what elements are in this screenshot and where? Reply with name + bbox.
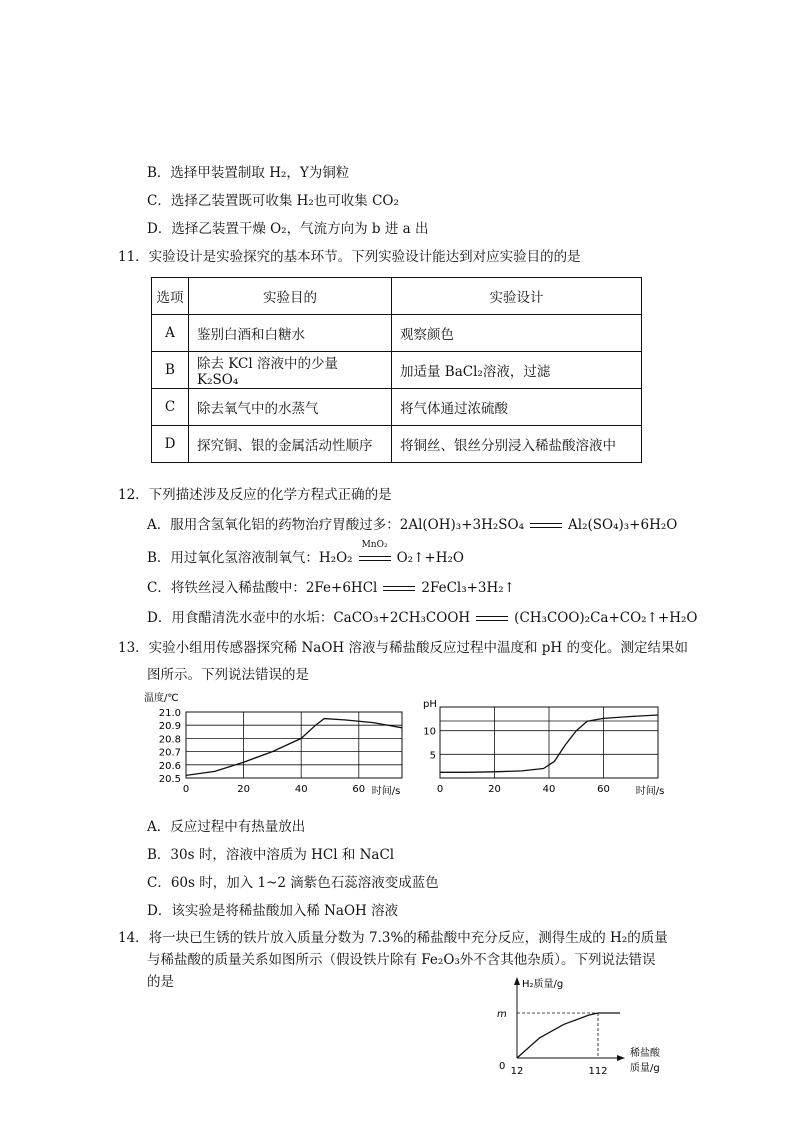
temperature-series-line: [186, 719, 402, 776]
equals-sign-icon: [383, 584, 415, 594]
q13-stem-line2: 图所示。下列说法错误的是: [147, 667, 309, 683]
x-axis-label: 质量/g: [630, 1063, 660, 1074]
cell-option: C: [152, 389, 189, 426]
cell-purpose: 除去氧气中的水蒸气: [189, 389, 392, 426]
ph-chart: [418, 695, 678, 800]
q12-option-c: [147, 576, 515, 596]
x-tick-label: 20: [237, 784, 250, 795]
y-axis-label: 温度/℃: [144, 693, 179, 704]
header-design: 实验设计: [392, 278, 642, 315]
q12-option-a: [147, 513, 677, 533]
cell-design: 将铜丝、银丝分别浸入稀盐酸溶液中: [392, 426, 642, 463]
y-tick-label: 5: [429, 750, 436, 762]
y-tick-label: 20.5: [158, 774, 181, 785]
cell-option: B: [152, 352, 189, 389]
equation-right: Al₂(SO₄)₃+6H₂O: [568, 517, 678, 533]
equation-right: (CH₃COO)₂Ca+CO₂↑+H₂O: [514, 610, 698, 626]
temperature-chart: [140, 685, 410, 800]
q11-table: [151, 277, 642, 463]
q13-option-c: C．60s 时，加入 1~2 滴紫色石蕊溶液变成蓝色: [147, 875, 439, 891]
table-row: [152, 315, 642, 352]
cell-purpose: 除去 KCl 溶液中的少量 K₂SO₄: [189, 352, 392, 389]
y-tick-label: 20.7: [158, 747, 181, 759]
equation-right: 2FeCl₃+3H₂↑: [421, 580, 516, 596]
q11-stem: 11．实验设计是实验探究的基本环节。下列实验设计能达到对应实验目的的是: [118, 249, 581, 265]
y-tick-label: 20.9: [158, 721, 181, 733]
table-header-row: [152, 278, 642, 315]
x-axis-arrow-icon: [617, 1055, 625, 1061]
x-tick-label: 60: [597, 784, 610, 795]
equals-sign-icon: [530, 521, 562, 531]
x-tick-label: 0: [182, 784, 190, 795]
cell-purpose: 探究铜、银的金属活动性顺序: [189, 426, 392, 463]
hydrogen-mass-chart: [468, 965, 678, 1095]
y-axis-arrow-icon: [514, 977, 520, 985]
q14-stem-line1: 14．将一块已生锈的铁片放入质量分数为 7.3%的稀盐酸中充分反应，测得生成的 H₂的质量: [118, 930, 668, 946]
x-tick-label: 40: [294, 784, 308, 795]
cell-option: A: [152, 315, 189, 352]
y-tick-label: 20.8: [158, 734, 181, 746]
q14-stem-line3: 的是: [147, 974, 174, 990]
y-tick-label: m: [497, 1009, 507, 1020]
equation-left: C．将铁丝浸入稀盐酸中：2Fe+6HCl: [147, 580, 378, 596]
y-axis-label: pH: [423, 699, 437, 710]
table-row: [152, 389, 642, 426]
q10-option-c: C．选择乙装置既可收集 H₂也可收集 CO₂: [147, 193, 399, 209]
hydrogen-series-line: [517, 1013, 620, 1058]
x-axis-label: 稀盐酸: [630, 1048, 660, 1059]
equals-sign-icon: [476, 614, 508, 624]
q12-option-b: [147, 539, 464, 566]
y-tick-label: 10: [423, 726, 436, 738]
x-axis-label: 时间/s: [635, 786, 665, 797]
q10-option-d: D．选择乙装置干燥 O₂，气流方向为 b 进 a 出: [147, 221, 429, 237]
x-tick-label: 0: [436, 784, 444, 795]
y-axis-label: H₂质量/g: [522, 979, 564, 990]
x-tick-label: 20: [488, 784, 501, 795]
equation-left: A．服用含氢氧化铝的药物治疗胃酸过多：2Al(OH)₃+3H₂SO₄: [147, 517, 525, 533]
q13-stem-line1: 13．实验小组用传感器探究稀 NaOH 溶液与稀盐酸反应过程中温度和 pH 的变化。测定结果如: [118, 640, 688, 656]
equation-left: D．用食醋清洗水壶中的水垢：CaCO₃+2CH₃COOH: [147, 610, 471, 626]
cell-purpose: 鉴别白酒和白糖水: [189, 315, 392, 352]
q14-stem-line2: 与稀盐酸的质量关系如图所示（假设铁片除有 Fe₂O₃外不含其他杂质）。下列说法错误: [147, 952, 656, 968]
cell-design: 将气体通过浓硫酸: [392, 389, 642, 426]
x-axis-label: 时间/s: [371, 786, 401, 797]
q10-option-b: B．选择甲装置制取 H₂，Y为铜粒: [147, 165, 350, 181]
origin-label: 0: [499, 1061, 506, 1072]
x-tick-label: 112: [588, 1066, 608, 1077]
reaction-condition: MnO₂: [361, 539, 388, 550]
table-row: [152, 426, 642, 463]
q13-option-a: A．反应过程中有热量放出: [147, 819, 306, 835]
x-tick-label: 60: [352, 784, 366, 795]
header-option: 选项: [152, 278, 189, 315]
equation-right: O₂↑+H₂O: [396, 550, 464, 566]
q13-option-d: D．该实验是将稀盐酸加入稀 NaOH 溶液: [147, 903, 399, 919]
q12-option-d: [147, 606, 697, 626]
y-tick-label: 20.6: [158, 760, 181, 772]
q13-option-b: B．30s 时，溶液中溶质为 HCl 和 NaCl: [147, 847, 395, 863]
x-tick-label: 40: [542, 784, 556, 795]
header-purpose: 实验目的: [189, 278, 392, 315]
table-row: [152, 352, 642, 389]
q12-stem: 12．下列描述涉及反应的化学方程式正确的是: [118, 487, 392, 503]
cell-design: 加适量 BaCl₂溶液，过滤: [392, 352, 642, 389]
equation-left: B．用过氧化氢溶液制氧气：H₂O₂: [147, 550, 353, 566]
equals-sign-icon: [359, 539, 391, 564]
cell-option: D: [152, 426, 189, 463]
x-tick-label: 12: [510, 1066, 524, 1077]
cell-design: 观察颜色: [392, 315, 642, 352]
y-tick-label: 21.0: [158, 708, 181, 719]
